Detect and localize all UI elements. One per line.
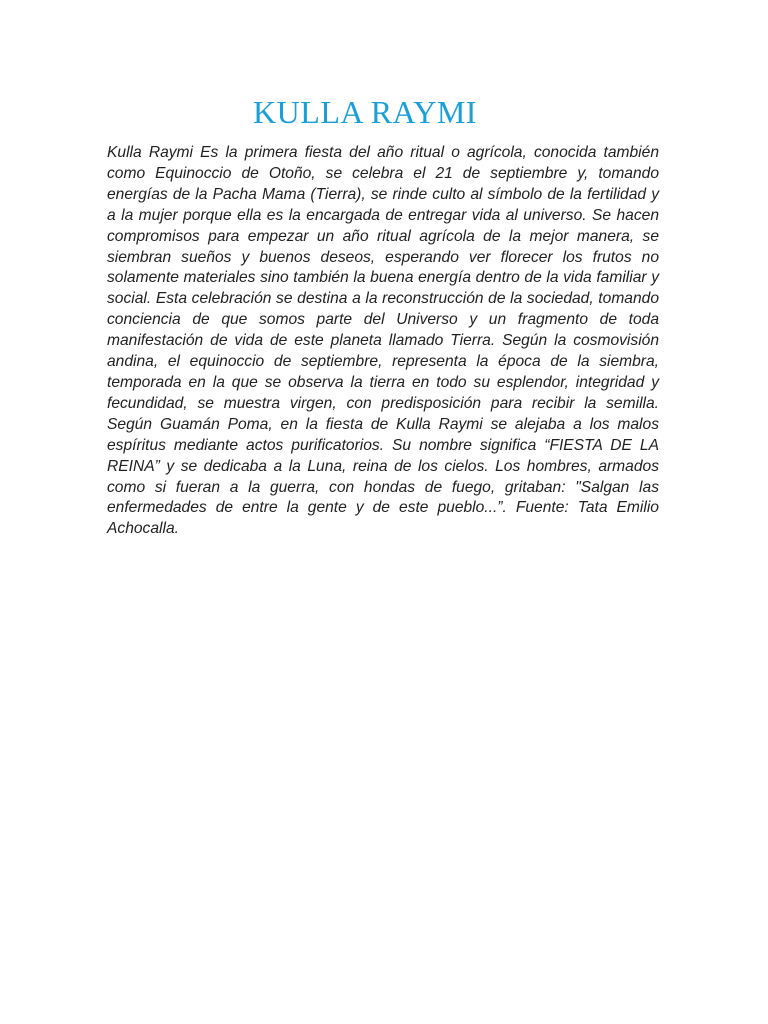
document-body-paragraph: Kulla Raymi Es la primera fiesta del año ritual o agrícola, conocida también como Equinoccio de Otoño, se celebra el 21 de septiembre y, tomando energías de la Pacha Mama (Tierra), se rinde culto al símbolo de la fertilidad y a la mujer porque ella es la encargada de entregar vida al universo. Se hacen compromisos para empezar un año ritual agrícola de la mejor manera, se siembran sueños y buenos deseos, esperando ver florecer los frutos no solamente materiales sino también la buena energía dentro de la vida familiar y social. Esta celebración se destina a la reconstrucción de la sociedad, tomando conciencia de que somos parte del Universo y un fragmento de toda manifestación de vida de este planeta llamado Tierra. Según la cosmovisión andina, el equinoccio de septiembre, representa la época de la siembra, temporada en la que se observa la tierra en todo su esplendor, integridad y fecundidad, se muestra virgen, con predisposición para recibir la semilla. Según Guamán Poma, en la fiesta de Kulla Raymi se alejaba a los malos espíritus mediante actos purificatorios. Su nombre significa “FIESTA DE LA REINA” y se dedicaba a la Luna, reina de los cielos. Los hombres, armados como si fueran a la guerra, con hondas de fuego, gritaban: "Salgan las enfermedades de entre la gente y de este pueblo...”. Fuente: Tata Emilio Achocalla. [107, 144, 659, 538]
document-title: KULLA RAYMI [253, 94, 477, 130]
